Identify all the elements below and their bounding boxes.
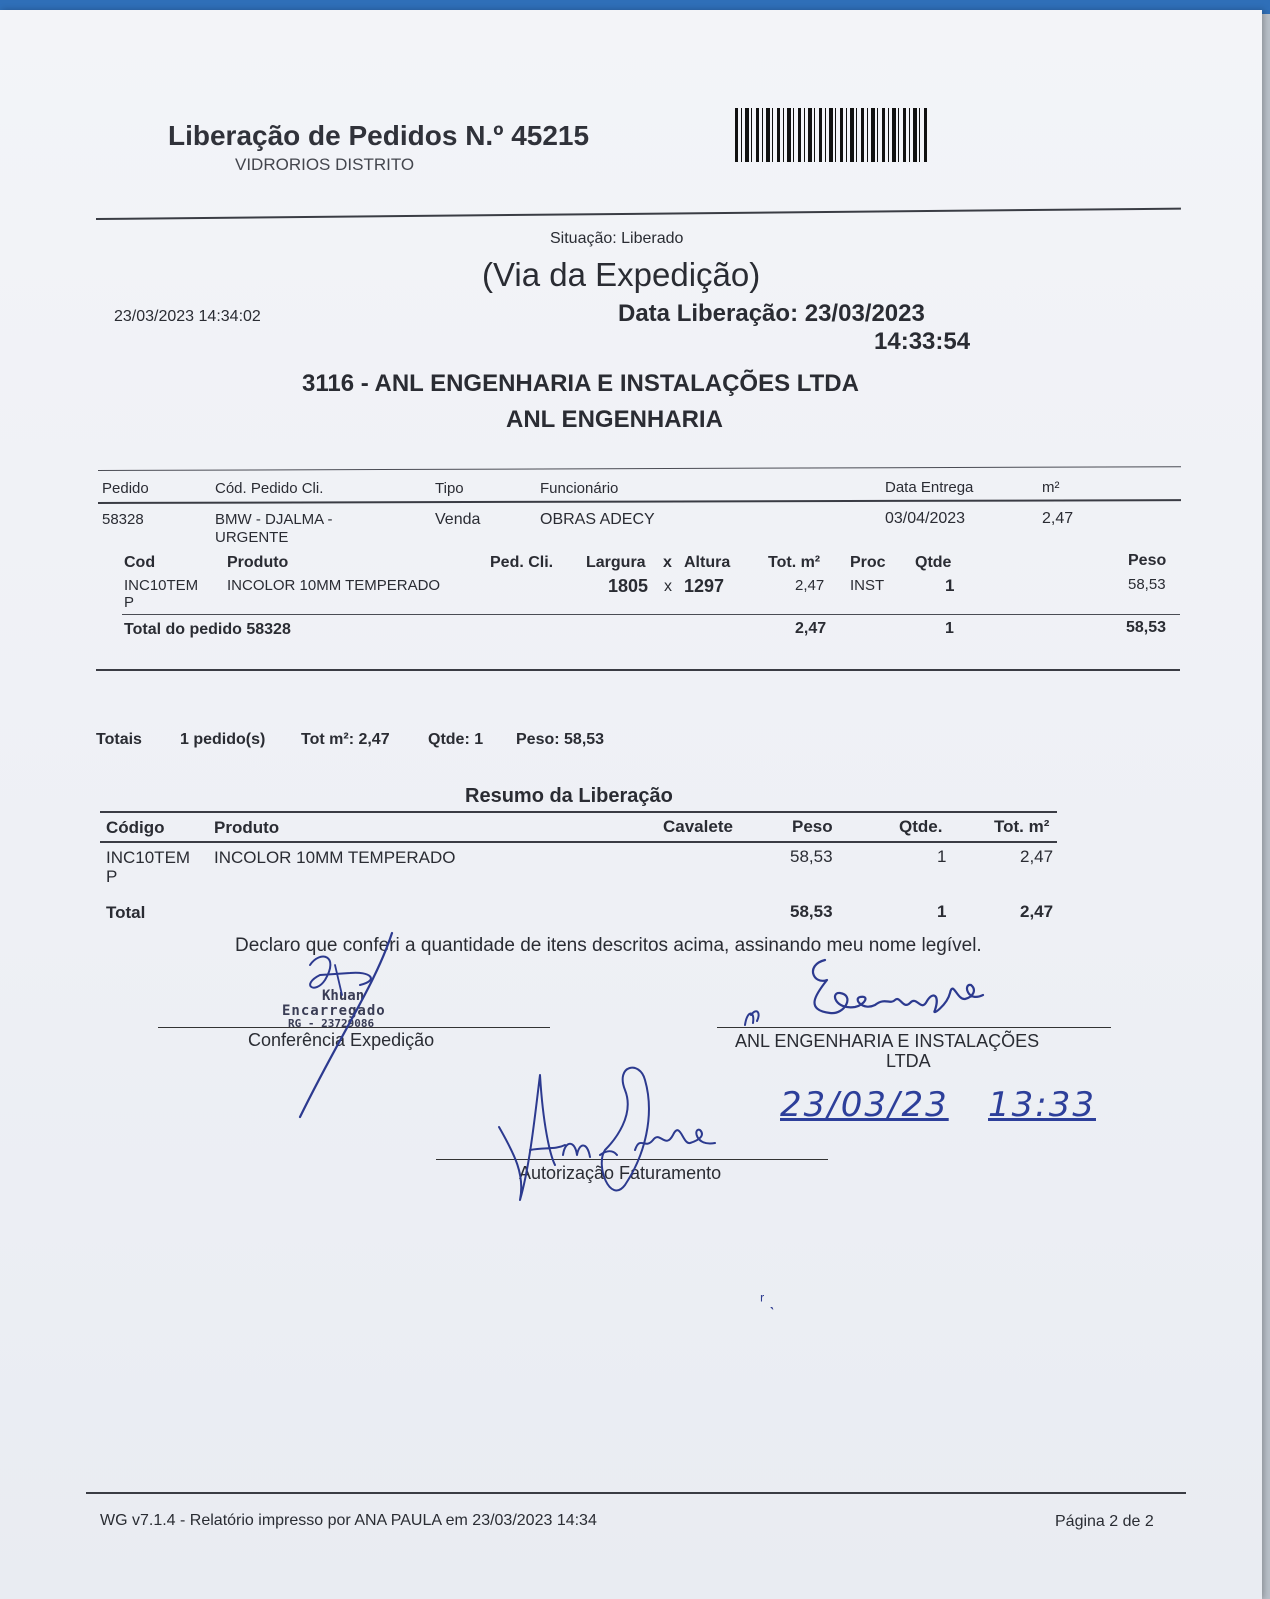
- order-type: Venda: [435, 511, 481, 528]
- item-header-largura: Largura: [586, 554, 646, 571]
- summary-codigo-l2: P: [106, 867, 118, 886]
- order-total-m2: 2,47: [795, 620, 827, 637]
- summary-codigo-l1: INC10TEM: [106, 848, 191, 867]
- footer-print-info: WG v7.1.4 - Relatório impresso por ANA PAULA em 23/03/2023 14:34: [100, 1512, 597, 1529]
- item-header-x: x: [663, 554, 672, 571]
- client-signature: [735, 955, 1005, 1035]
- summary-qtde: 1: [937, 847, 947, 866]
- expedicao-signature: [280, 925, 430, 1125]
- expedicao-label: Conferência Expedição: [248, 1030, 435, 1050]
- document-page: [0, 10, 1262, 1599]
- via-title: (Via da Expedição): [482, 256, 761, 293]
- release-time: 14:33:54: [874, 328, 971, 355]
- col-header-cod-pedido: Cód. Pedido Cli.: [215, 480, 324, 497]
- summary-total-peso: 58,53: [790, 902, 833, 921]
- summary-header-codigo: Código: [106, 818, 165, 837]
- order-header-rule: [98, 499, 1181, 504]
- order-table-top-rule: [98, 466, 1181, 471]
- release-date: Data Liberação: 23/03/2023: [618, 300, 925, 327]
- summary-total-label: Total: [106, 903, 146, 922]
- item-header-qtde: Qtde: [915, 554, 952, 571]
- client-label-l2: LTDA: [886, 1051, 931, 1071]
- order-total-qtde: 1: [945, 620, 954, 637]
- order-employee: OBRAS ADECY: [540, 511, 655, 528]
- order-total-rule: [122, 614, 1180, 615]
- totals-qtde: Qtde: 1: [428, 731, 484, 748]
- item-header-ped-cli: Ped. Cli.: [490, 554, 554, 571]
- header-divider: [96, 208, 1181, 220]
- summary-header-produto: Produto: [214, 818, 280, 837]
- summary-peso: 58,53: [790, 847, 833, 866]
- order-total-label: Total do pedido 58328: [124, 621, 291, 638]
- summary-header-rule: [100, 841, 1057, 843]
- handwritten-time: 13:33: [988, 1085, 1096, 1125]
- client-order-code-l1: BMW - DJALMA -: [215, 511, 333, 528]
- summary-header-cavalete: Cavalete: [663, 817, 733, 836]
- handwritten-date: 23/03/23: [780, 1085, 949, 1125]
- summary-top-rule: [100, 811, 1057, 813]
- item-peso: 58,53: [1128, 576, 1166, 593]
- faturamento-label: Autorização Faturamento: [519, 1163, 722, 1183]
- footer-rule: [86, 1492, 1186, 1494]
- summary-header-peso: Peso: [792, 817, 833, 836]
- declaration-text: Declaro que conferi a quantidade de itens descritos acima, assinando meu nome legível.: [235, 935, 982, 956]
- item-header-proc: Proc: [850, 554, 886, 571]
- summary-tot-m2: 2,47: [1020, 847, 1054, 866]
- order-section-end-rule: [96, 669, 1180, 671]
- item-cod-l2: P: [124, 594, 135, 611]
- order-total-peso: 58,53: [1126, 619, 1167, 636]
- order-m2: 2,47: [1042, 510, 1074, 527]
- summary-header-tot-m2: Tot. m²: [994, 817, 1050, 836]
- document-title: Liberação de Pedidos N.º 45215: [168, 120, 590, 151]
- client-fantasy-name: ANL ENGENHARIA: [506, 406, 723, 433]
- item-produto: INCOLOR 10MM TEMPERADO: [227, 577, 441, 594]
- item-altura: 1297: [684, 576, 725, 596]
- summary-total-qtde: 1: [937, 902, 947, 921]
- print-datetime: 23/03/2023 14:34:02: [114, 308, 261, 325]
- stamp-role: Encarregado: [282, 1003, 386, 1019]
- item-tot-m2: 2,47: [795, 577, 825, 594]
- summary-title: Resumo da Liberação: [465, 785, 673, 807]
- pen-mark: ʳ ˎ: [760, 1290, 776, 1310]
- faturamento-signature: [495, 1055, 735, 1205]
- client-order-code-l2: URGENTE: [215, 529, 289, 546]
- totals-m2: Tot m²: 2,47: [301, 731, 390, 748]
- item-header-peso: Peso: [1128, 552, 1167, 569]
- summary-total-tot-m2: 2,47: [1020, 902, 1054, 921]
- totals-peso: Peso: 58,53: [516, 731, 605, 748]
- item-header-altura: Altura: [684, 554, 731, 571]
- client-name: 3116 - ANL ENGENHARIA E INSTALAÇÕES LTDA: [302, 370, 859, 397]
- item-header-produto: Produto: [227, 554, 289, 571]
- totals-label: Totais: [96, 731, 142, 748]
- item-qtde: 1: [945, 576, 955, 595]
- totals-orders: 1 pedido(s): [180, 731, 266, 748]
- col-header-m2: m²: [1042, 479, 1060, 496]
- summary-produto: INCOLOR 10MM TEMPERADO: [214, 848, 456, 867]
- col-header-pedido: Pedido: [102, 480, 149, 497]
- company-name: VIDRORIOS DISTRITO: [235, 155, 415, 174]
- item-cod-l1: INC10TEM: [124, 577, 199, 594]
- footer-page-number: Página 2 de 2: [1055, 1513, 1154, 1530]
- col-header-data-entrega: Data Entrega: [885, 479, 974, 496]
- col-header-funcionario: Funcionário: [540, 480, 619, 497]
- item-header-cod: Cod: [124, 554, 156, 571]
- delivery-date: 03/04/2023: [885, 510, 966, 527]
- item-proc: INST: [850, 577, 885, 594]
- situation-text: Situação: Liberado: [550, 230, 684, 247]
- summary-header-qtde: Qtde.: [899, 817, 943, 836]
- item-header-tot-m2: Tot. m²: [768, 554, 821, 571]
- barcode: [735, 108, 927, 162]
- item-largura: 1805: [608, 576, 649, 596]
- stamp-rg: RG - 23729086: [288, 1017, 375, 1030]
- client-label-l1: ANL ENGENHARIA E INSTALAÇÕES: [735, 1031, 1040, 1051]
- stamp-name: Khuan: [322, 988, 365, 1004]
- col-header-tipo: Tipo: [435, 480, 464, 497]
- order-number: 58328: [102, 511, 144, 528]
- item-x: x: [664, 578, 672, 595]
